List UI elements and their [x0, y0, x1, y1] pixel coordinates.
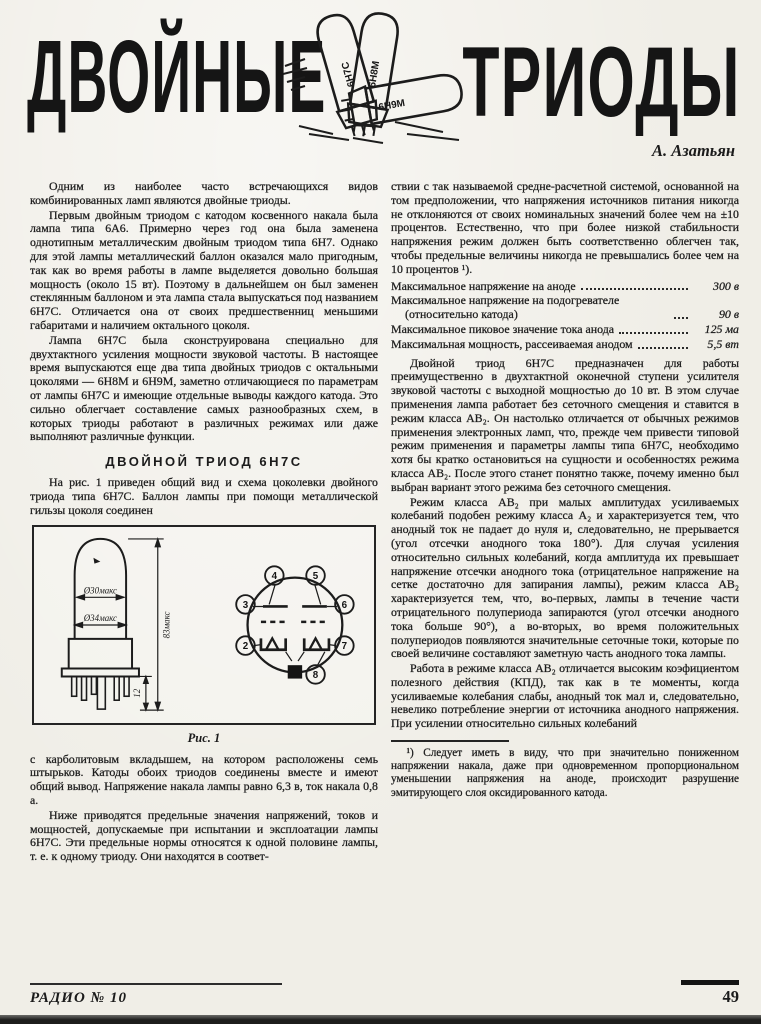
section-heading: ДВОЙНОЙ ТРИОД 6Н7С: [105, 454, 303, 470]
left-column: [30, 180, 378, 865]
pin-number: 6: [341, 599, 348, 611]
spec-value: 300 в: [713, 278, 739, 293]
pin-number: 3: [242, 599, 249, 611]
figure-1: [32, 525, 376, 746]
footer-rule: [30, 983, 282, 985]
spec-row: [391, 280, 739, 294]
spec-value: 5,5 вт: [707, 336, 739, 351]
dot-leader: [619, 332, 688, 334]
tube-outline-drawing: [40, 530, 230, 720]
paragraph: ствии с так называемой средне-расчетной системой, основанной на том предположении, что напряжения источников питания никогда не отклоняются от своих номинальных значений более чем на ±10 процентов. Естественно, что при более низкой стабильности напряжения режим должен быть соответственно облегчен так, чтобы предельные величины никогда не превышались более чем на 10 процентов ¹).: [391, 179, 739, 276]
paragraph: Работа в режиме класса АВ₂ отличается высоким коэфициентом полезного действия (КПД), так как в те моменты, когда усиливаемые колебания слабы, анодный ток мал и, следовательно, невелико потребление энергии от источника анодного напряжения. При усилении относительно сильных колебаний: [391, 661, 739, 731]
right-column: [391, 180, 739, 865]
masthead: [0, 0, 761, 178]
dim-diameter-bottom: Ø34макс: [83, 612, 117, 623]
pinout-diagram: [230, 557, 364, 693]
page-number: 49: [722, 987, 739, 1006]
page-title-left: ДВОЙНЫЕ: [27, 20, 327, 135]
spec-label: Максимальное напряжение на подогревателе (относительно катода): [391, 293, 620, 322]
spec-label: Максимальное пиковое значение тока анода: [391, 321, 615, 336]
tube-label: 6Н9М: [377, 97, 406, 114]
spec-row: [391, 338, 739, 352]
spec-row: [391, 323, 739, 337]
spec-label: Максимальное напряжение на аноде: [391, 278, 576, 293]
paragraph: с карболитовым вкладышем, на котором расположены семь штырьков. Катоды обоих триодов соединены вместе и имеют общий вывод. Напряжение накала лампы равно 6,3 в, ток накала 0,8 а.: [30, 751, 378, 807]
paragraph: Первым двойным триодом с катодом косвенного накала была лампа типа 6А6. Примерно через год она была заменена однотипным металлическим двойным триодом типа 6Н7. Однако для этой лампы металлический баллон оказался мало пригодным, так как во время работы в лампе выделяется довольно большая мощность (около 15 вт). Поэтому в дальнейшем он был заменен стеклянным баллоном и эта лампа стала выпускаться под названием 6Н7С. Отличается она от своих предшественниц меньшими габаритами и наличием октального цоколя.: [30, 207, 378, 332]
dim-pin-length: 12: [131, 688, 142, 698]
dot-leader: [674, 317, 688, 319]
spec-label: Максимальная мощность, рассеиваемая анодом: [391, 336, 633, 351]
paragraph: Лампа 6Н7С была сконструирована специально для двухтактного усиления мощности звуковой частоты. В настоящее время выпускаются еще два типа двойных триодов с октальными цоколями — 6Н8М и 6Н9М, заметно отличающиеся по параметрам от лампы 6Н7С и имеющие отдельные выводы каждого катода. Это сильно облегчает составление самых разнообразных схем, в которых триоды работают в различных режимах или даже выполняют различные функции.: [30, 332, 378, 444]
pin-number: 8: [312, 669, 319, 681]
page-title-right: ТРИОДЫ: [462, 27, 741, 138]
page-edge-bar: [0, 1015, 761, 1024]
spec-value: 90 в: [718, 307, 739, 322]
figure-caption: Рис. 1: [187, 730, 221, 745]
dot-leader: [581, 288, 688, 290]
tube-label: 6Н8М: [367, 60, 383, 89]
journal-title: РАДИО № 10: [30, 990, 128, 1006]
pin-number: 4: [271, 570, 278, 582]
dim-diameter-top: Ø30макс: [83, 584, 117, 595]
page-number-bar: [681, 980, 739, 985]
paragraph: Двойной триод 6Н7С предназначен для работы преимущественно в двухтактной оконечной ступени усилителя звуковой частоты с выходной мощностью до 10 вт. В этом случае применения лампа работает без сеточного смещения и ставится в режим класса АВ₂. Он настолько отличается от обычных режимов применения электронных ламп, что, прежде чем привести типовой режим применения и параметры лампы типа 6Н7С, необходимо хотя бы кратко остановиться на сущности и особенностях режима класса АВ₂. После этого станет понятно также, почему именно был выбран вариант этого режима без сеточного смещения.: [391, 355, 739, 494]
author-byline: А. Азатьян: [652, 141, 735, 160]
paragraph: На рис. 1 приведен общий вид и схема цоколевки двойного триода типа 6Н7С. Баллон лампы при помощи металлической гильзы цоколя соединен: [30, 475, 378, 517]
spec-value: 125 ма: [704, 321, 739, 336]
dim-height: 83макс: [161, 611, 172, 638]
pin-number: 5: [312, 570, 319, 582]
dot-leader: [638, 347, 688, 349]
journal-footer: [30, 983, 282, 1007]
paragraph: Одним из наиболее часто встречающихся видов комбинированных ламп являются двойные триоды.: [30, 179, 378, 207]
pin-number: 2: [242, 640, 249, 652]
tubes-illustration-icon: [283, 4, 478, 146]
spec-list: [391, 280, 739, 352]
article-body: [30, 180, 739, 865]
paragraph: Ниже приводятся предельные значения напряжений, токов и мощностей, допускаемые при испытании и эксплоатации лампы 6Н7С. Эти предельные нормы относятся к одной половине лампы, т. е. к одному триоду. Они находятся в соответ-: [30, 807, 378, 864]
footnote: ¹) Следует иметь в виду, что при значительно пониженном напряжении накала, даже при одновременном пропорциональном уменьшении напряжения на аноде, происходит разрушение эмитирующего слоя оксидированного катода.: [391, 747, 739, 799]
paragraph: Режим класса АВ₂ при малых амплитудах усиливаемых колебаний подобен режиму класса А₂ и характеризуется тем, что анодный ток не падает до нуля и, следовательно, не прерывается (угол отсечки анодного тока 180°). Для случая усиления относительно сильных колебаний, когда амплитуда их превышает напряжение отсечки анодного тока (отрицательное напряжение на сетке достаточно для запирания лампы), режим класса АВ₂ характеризуется тем, что, во-первых, лампы в течение части отрицательного полупериода запираются (угол отсечки анодного тока больше 90°), а во-вторых, во время положительных полупериодов появляются значительные сеточные токи, которые по своей величине составляют заметную часть анодного тока лампы.: [391, 494, 739, 661]
tube-label: 6Н7С: [340, 60, 358, 89]
figure-frame: [32, 525, 376, 725]
spec-row: [391, 294, 739, 322]
pin-number: 7: [341, 640, 348, 652]
footnote-rule: [391, 740, 509, 742]
page-number-block: [681, 980, 739, 1007]
